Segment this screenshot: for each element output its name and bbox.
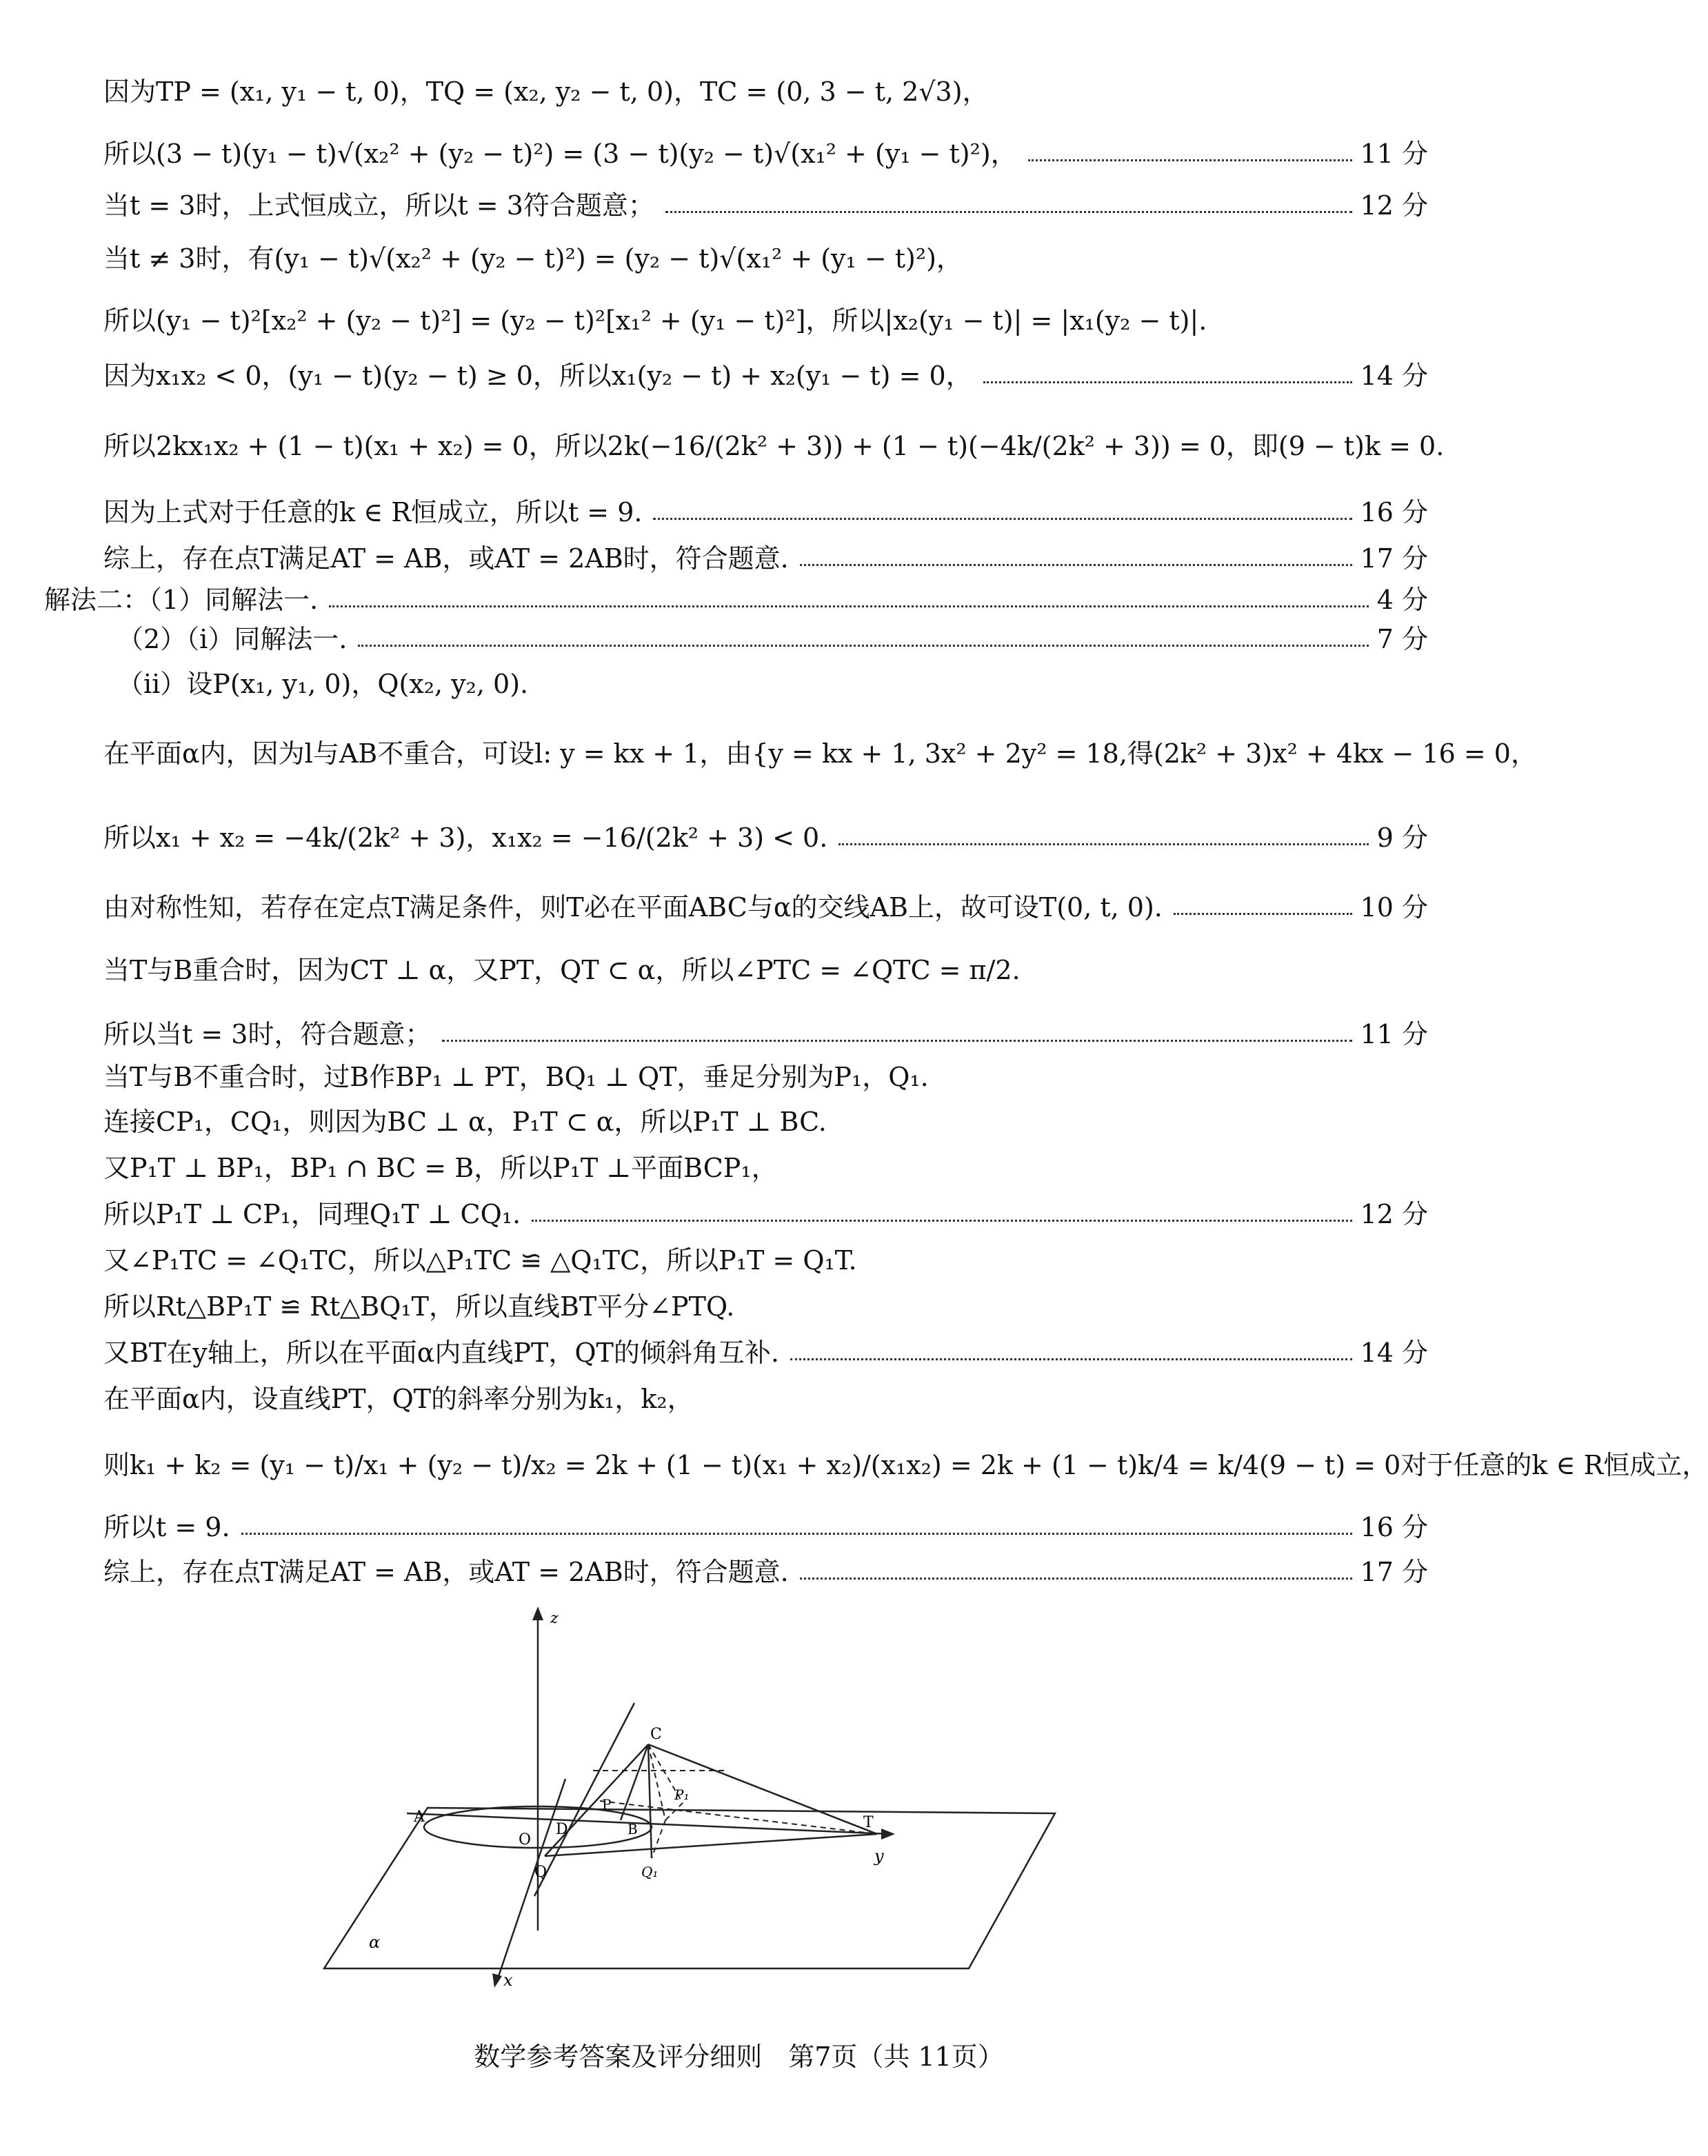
solution-line — [103, 1378, 1428, 1421]
leader-dots — [329, 605, 1368, 607]
solution-text: 连接CP₁，CQ₁，则因为BC ⊥ α，P₁T ⊂ α，所以P₁T ⊥ BC. — [103, 1107, 827, 1138]
score: 12 分 — [1360, 1199, 1428, 1230]
solution-text: 因为x₁x₂ < 0，(y₁ − t)(y₂ − t) ≥ 0，所以x₁(y₂ − t) + x₂(y₁ − t) = 0， — [103, 361, 972, 392]
solution-text: 综上，存在点T满足AT = AB，或AT = 2AB时，符合题意. — [103, 543, 789, 574]
solution-text: 在平面α内，因为l与AB不重合，可设l: y = kx + 1，由{y = kx + 1, 3x² + 2y² = 18,得(2k² + 3)x² + 4kx − 16 = 0， — [103, 738, 1537, 769]
solution-line — [103, 300, 1428, 343]
solution-line — [103, 807, 1428, 870]
solution-text: 当T与B不重合时，过B作BP₁ ⊥ PT，BQ₁ ⊥ QT，垂足分别为P₁，Q₁. — [103, 1062, 929, 1093]
solution-line — [103, 1014, 1428, 1056]
geometry-figure — [0, 1579, 1478, 1993]
score: 11 分 — [1360, 1019, 1428, 1050]
y-axis-label: y — [874, 1846, 884, 1866]
solution-text: 又P₁T ⊥ BP₁，BP₁ ∩ BC = B，所以P₁T ⊥平面BCP₁， — [103, 1153, 778, 1184]
x-axis-arrow — [492, 1973, 502, 1988]
score: 10 分 — [1360, 892, 1428, 923]
solution-line — [103, 1507, 1428, 1549]
score: 14 分 — [1360, 1338, 1428, 1369]
leader-dots — [653, 518, 1352, 520]
leader-dots — [1174, 913, 1352, 915]
solution-line — [117, 618, 1428, 661]
solution-line — [103, 133, 1428, 176]
solution-line — [103, 415, 1445, 478]
solution-text: 又∠P₁TC = ∠Q₁TC，所以△P₁TC ≌ △Q₁TC，所以P₁T = Q₁T. — [103, 1245, 857, 1276]
point-Q1-label: Q₁ — [641, 1864, 659, 1880]
solution-line — [103, 238, 1428, 281]
solution-line — [103, 1147, 1428, 1190]
solution-text: 所以当t = 3时，符合题意； — [103, 1019, 432, 1050]
leader-dots — [790, 1358, 1352, 1360]
solution-text: 所以P₁T ⊥ CP₁，同理Q₁T ⊥ CQ₁. — [103, 1199, 521, 1230]
score: 9 分 — [1376, 823, 1428, 854]
score: 11 分 — [1360, 139, 1428, 170]
point-C-label: C — [650, 1726, 662, 1743]
solution-line — [103, 1286, 1428, 1329]
solution-text: 当t ≠ 3时，有(y₁ − t)√(x₂² + (y₂ − t)²) = (y₂ − t)√(x₁² + (y₁ − t)²)， — [103, 243, 963, 274]
solution-text: 由对称性知，若存在定点T满足条件，则T必在平面ABC与α的交线AB上，故可设T(0, t, 0). — [103, 892, 1163, 923]
solution-text: 综上，存在点T满足AT = AB，或AT = 2AB时，符合题意. — [103, 1557, 789, 1588]
score: 16 分 — [1360, 1512, 1428, 1543]
score: 7 分 — [1376, 624, 1428, 655]
leader-dots — [532, 1220, 1352, 1222]
page-footer: 数学参考答案及评分细则 第7页（共 11页） — [474, 2042, 1004, 2072]
point-A-label: A — [414, 1809, 425, 1826]
solution-line — [103, 355, 1428, 398]
score: 17 分 — [1360, 543, 1428, 574]
solution-text: 又BT在y轴上，所以在平面α内直线PT，QT的倾斜角互补. — [103, 1338, 779, 1369]
solution-text: 在平面α内，设直线PT，QT的斜率分别为k₁，k₂， — [103, 1384, 694, 1415]
x-axis-label: x — [503, 1971, 513, 1990]
solution-text: （ii）设P(x₁, y₁, 0)，Q(x₂, y₂, 0). — [117, 669, 529, 700]
plane-alpha-label: α — [369, 1933, 381, 1952]
solution-line — [103, 1193, 1428, 1236]
solution-text: 所以Rt△BP₁T ≌ Rt△BQ₁T，所以直线BT平分∠PTQ. — [103, 1291, 735, 1322]
score: 16 分 — [1360, 497, 1428, 528]
solution-line — [103, 1434, 1708, 1498]
solution-text: （2）（i）同解法一. — [117, 624, 348, 655]
point-Q-label: Q — [534, 1864, 547, 1881]
solution-text: 所以x₁ + x₂ = −4k/(2k² + 3)，x₁x₂ = −16/(2k² + 3) < 0. — [103, 823, 828, 854]
point-P1-label: P₁ — [674, 1786, 690, 1803]
leader-dots — [1028, 159, 1352, 161]
solution-line — [103, 1240, 1428, 1282]
solution-text: 因为上式对于任意的k ∈ R恒成立，所以t = 9. — [103, 497, 643, 528]
solution-line — [44, 579, 1428, 622]
leader-dots — [358, 645, 1368, 647]
line-l — [534, 1703, 634, 1896]
y-axis — [407, 1813, 890, 1834]
edge-CQ1 — [648, 1744, 652, 1858]
point-D-label: D — [556, 1821, 568, 1838]
solution-line — [103, 723, 1537, 786]
solution-text: 当T与B重合时，因为CT ⊥ α，又PT，QT ⊂ α，所以∠PTC = ∠QTC = π/2. — [103, 955, 1021, 986]
solution-text: 因为TP = (x₁, y₁ − t, 0)，TQ = (x₂, y₂ − t, 0)，TC = (0, 3 − t, 2√3)， — [103, 77, 989, 108]
score: 14 分 — [1360, 361, 1428, 392]
leader-dots — [983, 381, 1352, 383]
solution-line — [103, 1056, 1428, 1099]
solution-text: 当t = 3时，上式恒成立，所以t = 3符合题意； — [103, 190, 654, 221]
solution-line — [103, 1332, 1428, 1375]
point-B-label: B — [627, 1821, 638, 1837]
point-T-label: T — [863, 1814, 874, 1831]
solution-text: 所以(3 − t)(y₁ − t)√(x₂² + (y₂ − t)²) = (3 − t)(y₂ − t)√(x₁² + (y₁ − t)²)， — [103, 139, 1017, 170]
solution-line — [103, 1101, 1428, 1144]
segment-BP1 — [665, 1803, 683, 1820]
leader-dots — [838, 843, 1368, 845]
score: 4 分 — [1376, 585, 1428, 616]
segment-BQ1 — [652, 1820, 665, 1858]
solution-line — [103, 71, 1428, 114]
solution-line — [103, 492, 1428, 534]
solution-text: 所以2kx₁x₂ + (1 − t)(x₁ + x₂) = 0，所以2k(−16/(2k² + 3)) + (1 − t)(−4k/(2k² + 3)) = 0，即(9 − t)k = 0. — [103, 431, 1445, 462]
solution-text: 所以t = 9. — [103, 1512, 230, 1543]
solution-text: 解法二：（1）同解法一. — [44, 585, 319, 616]
solution-line — [103, 538, 1428, 581]
z-axis-label: z — [550, 1610, 559, 1627]
solution-line — [103, 185, 1428, 228]
leader-dots — [800, 564, 1352, 566]
point-O-label: O — [519, 1831, 532, 1848]
y-axis-arrow — [881, 1828, 895, 1840]
solution-line — [103, 939, 1428, 1003]
solution-text: 则k₁ + k₂ = (y₁ − t)/x₁ + (y₂ − t)/x₂ = 2k + (1 − t)(x₁ + x₂)/(x₁x₂) = 2k + (1 − t)k/4 = k/4(9 − t) = 0对于任意的k ∈ R恒成立， — [103, 1450, 1708, 1481]
point-P-label: P — [602, 1796, 612, 1813]
solution-line — [117, 663, 1428, 706]
z-axis-arrow — [532, 1606, 543, 1620]
leader-dots — [241, 1533, 1352, 1535]
solution-text: 所以(y₁ − t)²[x₂² + (y₂ − t)²] = (y₂ − t)²[x₁² + (y₁ − t)²]，所以|x₂(y₁ − t)| = |x₁(y₂ − t)|. — [103, 305, 1207, 336]
leader-dots — [665, 211, 1352, 213]
score: 17 分 — [1360, 1557, 1428, 1588]
leader-dots — [442, 1040, 1352, 1042]
score: 12 分 — [1360, 190, 1428, 221]
plane-alpha — [324, 1808, 1055, 1968]
solution-line — [103, 887, 1428, 929]
